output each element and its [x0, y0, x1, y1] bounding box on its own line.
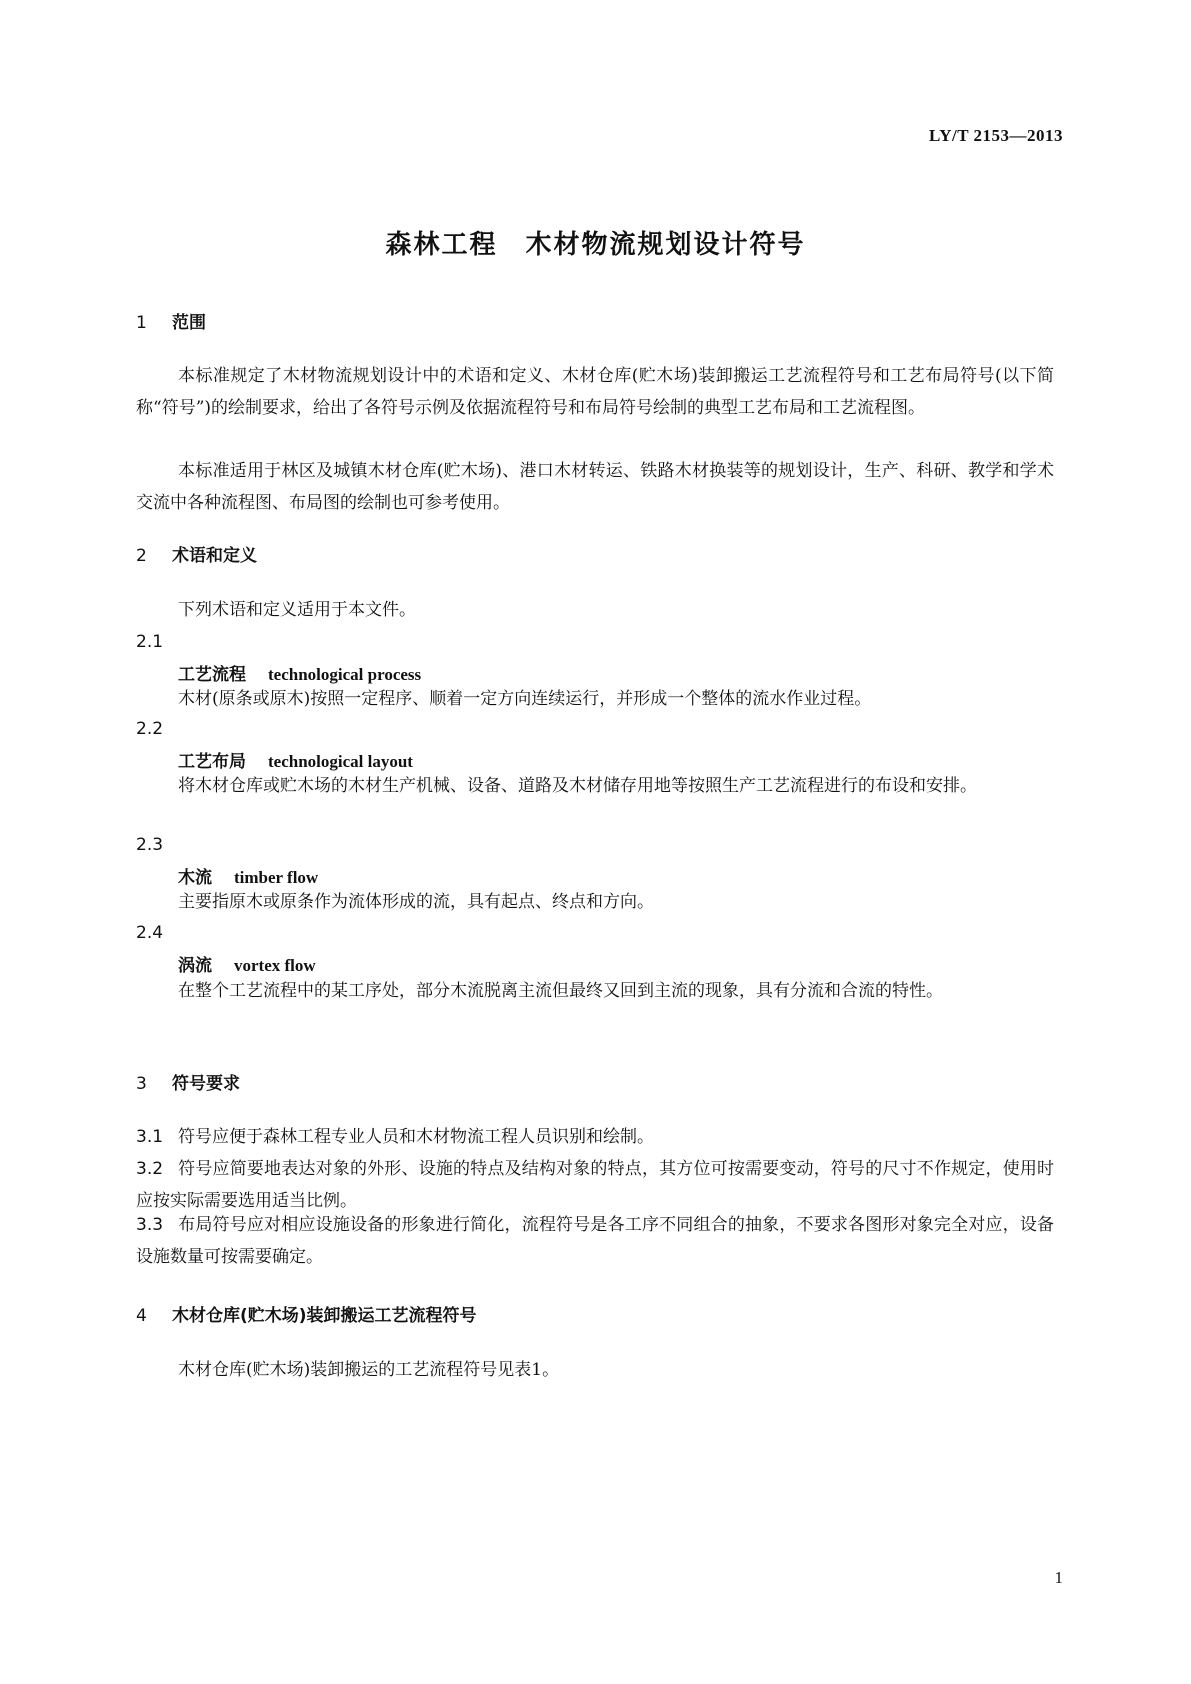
requirement-text: 布局符号应对相应设施设备的形象进行简化，流程符号是各工序不同组合的抽象，不要求各图形对象完全对应，设备设施数量可按需要确定。 — [136, 1215, 1054, 1267]
clause-number: 3.1 — [136, 1127, 164, 1147]
clause-number: 3.3 — [136, 1215, 164, 1235]
term-definition: 在整个工艺流程中的某工序处，部分木流脱离主流但最终又回到主流的现象，具有分流和合流的特性。 — [178, 981, 943, 1001]
section-heading-1 — [136, 308, 206, 333]
term-en: technological layout — [268, 752, 413, 771]
paragraph: 本标准规定了木材物流规划设计中的术语和定义、木材仓库(贮木场)装卸搬运工艺流程符号和工艺布局符号(以下简称“符号”)的绘制要求，给出了各符号示例及依据流程符号和布局符号绘制的典型工艺布局和工艺流程图。 — [136, 366, 1054, 418]
term-definition: 将木材仓库或贮木场的木材生产机械、设备、道路及木材储存用地等按照生产工艺流程进行的布设和安排。 — [178, 776, 977, 796]
term-cn: 涡流 — [178, 956, 212, 976]
section-title: 木材仓库(贮木场)装卸搬运工艺流程符号 — [172, 1306, 477, 1326]
term-cn: 工艺布局 — [178, 752, 246, 772]
clause-number: 2.2 — [136, 719, 164, 739]
requirement-item — [136, 1209, 1054, 1273]
document-title: 森林工程 木材物流规划设计符号 — [385, 230, 806, 260]
clause-number: 2.3 — [136, 835, 164, 855]
paragraph: 本标准适用于林区及城镇木材仓库(贮木场)、港口木材转运、铁路木材换装等的规划设计，生产、科研、教学和学术交流中各种流程图、布局图的绘制也可参考使用。 — [136, 461, 1054, 513]
paragraph: 下列术语和定义适用于本文件。 — [178, 600, 416, 620]
page-number: 1 — [1054, 1568, 1063, 1587]
term-definition: 木材(原条或原木)按照一定程序、顺着一定方向连续运行，并形成一个整体的流水作业过程。 — [178, 689, 872, 709]
clause-number: 3.2 — [136, 1159, 164, 1179]
standard-code: LY/T 2153—2013 — [928, 126, 1063, 145]
section-number: 4 — [136, 1306, 147, 1326]
section-heading-3 — [136, 1069, 240, 1094]
section-title: 术语和定义 — [172, 546, 257, 566]
term-en: timber flow — [234, 868, 319, 887]
term-cn: 木流 — [178, 868, 212, 888]
paragraph: 木材仓库(贮木场)装卸搬运的工艺流程符号见表1。 — [178, 1360, 560, 1380]
term-entry — [178, 951, 316, 976]
section-heading-4 — [136, 1301, 477, 1326]
section-number: 2 — [136, 546, 147, 566]
term-cn: 工艺流程 — [178, 665, 246, 685]
clause-number: 2.1 — [136, 632, 164, 652]
term-entry — [178, 863, 318, 888]
requirement-item — [136, 1121, 1054, 1153]
section-heading-2 — [136, 541, 257, 566]
requirement-text: 符号应简要地表达对象的外形、设施的特点及结构对象的特点，其方位可按需要变动，符号的尺寸不作规定，使用时应按实际需要选用适当比例。 — [136, 1159, 1054, 1211]
section-title: 符号要求 — [172, 1074, 240, 1094]
clause-number: 2.4 — [136, 923, 164, 943]
section-title: 范围 — [172, 313, 206, 333]
term-definition: 主要指原木或原条作为流体形成的流，具有起点、终点和方向。 — [178, 892, 654, 912]
term-en: vortex flow — [234, 956, 316, 975]
term-en: technological process — [268, 665, 422, 684]
section-number: 3 — [136, 1074, 147, 1094]
term-entry — [178, 747, 413, 772]
requirement-item — [136, 1153, 1054, 1217]
term-entry — [178, 660, 421, 685]
section-number: 1 — [136, 313, 147, 333]
requirement-text: 符号应便于森林工程专业人员和木材物流工程人员识别和绘制。 — [178, 1127, 654, 1147]
